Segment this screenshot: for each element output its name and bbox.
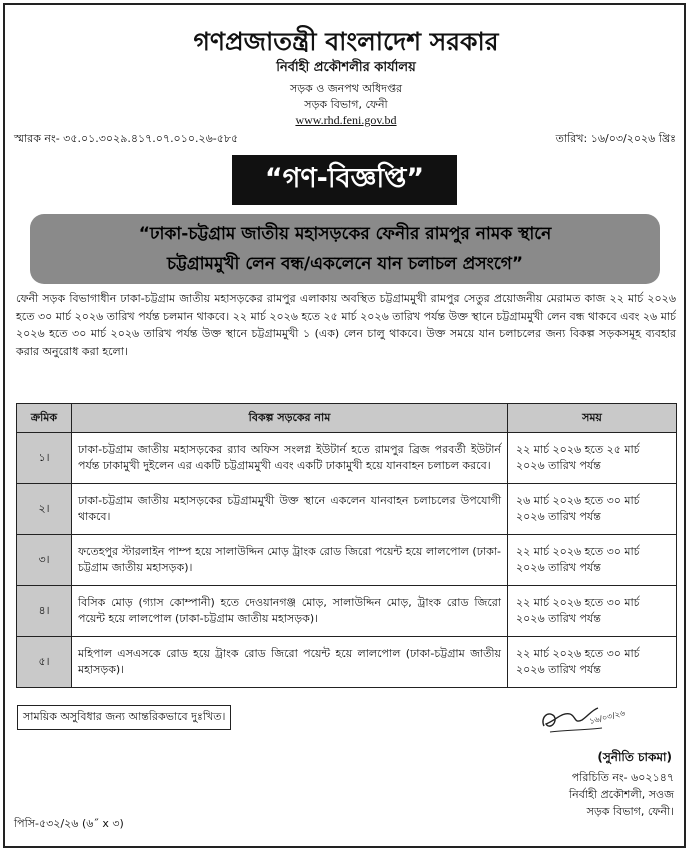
row-serial: ৪। bbox=[17, 586, 72, 637]
signatory-office: সড়ক বিভাগ, ফেনী। bbox=[586, 805, 674, 818]
row-time: ২২ মার্চ ২০২৬ হতে ২৫ মার্চ ২০২৬ তারিখ পর্যন্ত bbox=[508, 433, 677, 484]
signatory-name: (সুনীতি চাকমা) bbox=[597, 750, 672, 764]
header-time: সময় bbox=[508, 404, 677, 433]
signature-mark bbox=[536, 700, 646, 738]
header-road-name: বিকল্প সড়কের নাম bbox=[72, 404, 508, 433]
table-row bbox=[17, 586, 677, 637]
memo-date: তারিখ: ১৬/০৩/২০২৬ খ্রিঃ bbox=[555, 132, 676, 145]
signatory-designation: নির্বাহী প্রকৌশলী, সওজ bbox=[569, 788, 674, 801]
row-serial: ৫। bbox=[17, 637, 72, 688]
header-serial: ক্রমিক bbox=[17, 404, 72, 433]
government-title: গণপ্রজাতন্ত্রী বাংলাদেশ সরকার bbox=[193, 27, 499, 56]
table-header-row bbox=[17, 404, 677, 433]
office-name: নির্বাহী প্রকৌশলীর কার্যালয় bbox=[276, 60, 416, 75]
table-row bbox=[17, 535, 677, 586]
table-row bbox=[17, 637, 677, 688]
row-road: ঢাকা-চট্টগ্রাম জাতীয় মহাসড়কের চট্টগ্রামমুখী উক্ত স্থানে একলেন যানবাহন চলাচলের উপযোগী থাকবে। bbox=[72, 484, 508, 535]
print-code: পিসি-৫৩২/২৬ (৬˝ x ৩) bbox=[14, 817, 124, 830]
notice-title-banner: “গণ-বিজ্ঞপ্তি” bbox=[232, 155, 457, 205]
signatory-id: পরিচিতি নং- ৬০২১৪৭ bbox=[571, 771, 674, 784]
row-road: ফতেহপুর স্টারলাইন পাম্প হয়ে সালাউদ্দিন মোড় ট্রাংক রোড জিরো পয়েন্ট হয়ে লালপোল (ঢাকা-চট্টগ্রাম জাতীয় মহাসড়ক)। bbox=[72, 535, 508, 586]
subject-line-1: “ঢাকা-চট্টগ্রাম জাতীয় মহাসড়কের ফেনীর রামপুর নামক স্থানে bbox=[138, 224, 552, 244]
row-road: বিসিক মোড় (গ্যাস কোম্পানী) হতে দেওয়ানগঞ্জ মোড়, সালাউদ্দিন মোড়, ট্রাংক রোড জিরো পয়েন্ট হয়ে লালপোল (ঢাকা-চট্টগ্রাম জাতীয় মহাসড়ক)। bbox=[72, 586, 508, 637]
alternate-routes-table bbox=[16, 403, 677, 688]
subject-line-2: চট্টগ্রামমুখী লেন বন্ধ/একলেনে যান চলাচল প্রসংগে” bbox=[166, 254, 524, 274]
memo-number: স্মারক নং- ৩৫.০১.৩০২৯.৪১৭.০৭.০১০.২৬-৫৮৫ bbox=[14, 132, 239, 145]
apology-note: সাময়িক অসুবিধার জন্য আন্তরিকভাবে দুঃখিত। bbox=[17, 705, 231, 730]
signature-date: ১৬/০৩/২৬ bbox=[588, 708, 626, 726]
division-name: সড়ক বিভাগ, ফেনী bbox=[304, 98, 388, 111]
body-paragraph: ফেনী সড়ক বিভাগাধীন ঢাকা-চট্টগ্রাম জাতীয় মহাসড়কের রামপুর এলাকায় অবস্থিত চট্টগ্রামমুখী রামপুর সেতুর প্রয়োজনীয় মেরামত কাজ ২২ মার্চ ২০২৬ হতে ৩০ মার্চ ২০২৬ তারিখ পর্যন্ত চলমান থাকবে। ২২ মার্চ ২০২৬ হতে ২৫ মার্চ ২০২৬ তারিখ পর্যন্ত উক্ত স্থানে চট্টগ্রামমুখী লেন বন্ধ থাকবে এবং ২৬ মার্চ ২০২৬ হতে ৩০ মার্চ ২০২৬ তারিখ পর্যন্ত উক্ত স্থানে চট্টগ্রামমুখী ১ (এক) লেন চালু থাকবে। উক্ত সময়ে যান চলাচলের জন্য বিকল্প সড়কসমূহ ব্যবহার করার অনুরোধ করা হলো। bbox=[16, 292, 676, 358]
department-name: সড়ক ও জনপথ অধিদপ্তর bbox=[289, 82, 403, 95]
row-time: ২২ মার্চ ২০২৬ হতে ৩০ মার্চ ২০২৬ তারিখ পর্যন্ত bbox=[508, 535, 677, 586]
row-serial: ২। bbox=[17, 484, 72, 535]
row-road: ঢাকা-চট্টগ্রাম জাতীয় মহাসড়কের র‍্যাব অফিস সংলগ্ন ইউটার্ন হতে রামপুর ব্রিজ পরবর্তী ইউটার্ন পর্যন্ত ঢাকামুখী দুইলেন এর একটি চট্টগ্রামমুখী এবং একটি ঢাকামুখী হয়ে যানবাহন চলাচল করবে। bbox=[72, 433, 508, 484]
subject-box bbox=[30, 214, 660, 284]
row-serial: ১। bbox=[17, 433, 72, 484]
row-time: ২৬ মার্চ ২০২৬ হতে ৩০ মার্চ ২০২৬ তারিখ পর্যন্ত bbox=[508, 484, 677, 535]
row-time: ২২ মার্চ ২০২৬ হতে ৩০ মার্চ ২০২৬ তারিখ পর্যন্ত bbox=[508, 586, 677, 637]
row-time: ২২ মার্চ ২০২৬ হতে ৩০ মার্চ ২০২৬ তারিখ পর্যন্ত bbox=[508, 637, 677, 688]
table-row bbox=[17, 433, 677, 484]
website-link[interactable]: www.rhd.feni.gov.bd bbox=[295, 113, 397, 127]
row-road: মহিপাল এসএসকে রোড হয়ে ট্রাংক রোড জিরো পয়েন্ট হয়ে লালপোল (ঢাকা-চট্টগ্রাম জাতীয় মহাসড়ক)। bbox=[72, 637, 508, 688]
table-row bbox=[17, 484, 677, 535]
row-serial: ৩। bbox=[17, 535, 72, 586]
